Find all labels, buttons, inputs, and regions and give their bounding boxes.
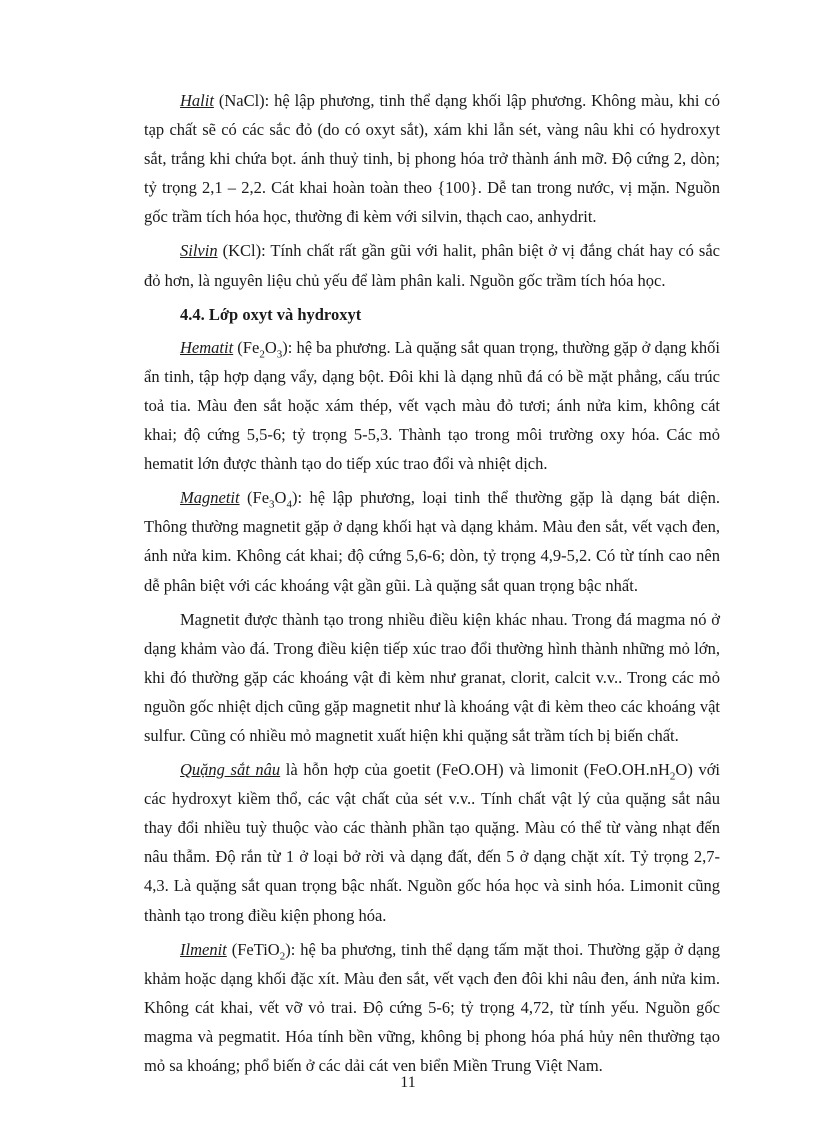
paragraph-ilmenit <box>144 935 720 1080</box>
formula-magnetit-mid: O <box>274 488 287 508</box>
page-number: 11 <box>400 1074 416 1091</box>
text-magnetit-origin: Magnetit được thành tạo trong nhiều điều kiện khác nhau. Trong đá magma nó ở dạng khảm vào đá. Trong điều kiện tiếp xúc trao đổi thường hình thành những mỏ lớn, khi đó thường gặp các khoáng vật đi kèm như granat, clorit, calcit v.v.. Trong các mỏ nguồn gốc nhiệt dịch cũng gặp magnetit như là khoáng vật đi kèm theo các khoáng vật sulfur. Cũng có nhiều mỏ magnetit xuất hiện khi quặng sắt trầm tích bị biến chất. <box>144 609 720 745</box>
formula-ilmenit-open: (FeTiO <box>226 939 280 959</box>
section-heading <box>144 300 720 329</box>
formula-ilmenit-sub1: 2 <box>279 949 286 962</box>
formula-hematit-close: ): <box>282 337 297 357</box>
text-quang-sat-nau-b: O) với các hydroxyt kiềm thổ, các vật chất của sét v.v.. Tính chất vật lý của quặng sắt nâu thay đổi nhiều tuỳ thuộc vào các thành phần tạo quặng. Màu có thể từ vàng nhạt đến nâu thẫm. Độ rắn từ 1 ở loại bở rời và dạng đất, đến 5 ở dạng chặt xít. Tỷ trọng 2,7-4,3. Là quặng sắt quan trọng bậc nhất. Nguồn gốc hóa học và sinh hóa. Limonit cũng thành tạo trong điều kiện phong hóa. <box>144 760 720 925</box>
formula-hematit-open: (Fe <box>233 337 260 357</box>
formula-hematit-sub1: 2 <box>259 348 265 361</box>
term-hematit: Hematit <box>180 337 234 357</box>
section-heading-text: 4.4. Lớp oxyt và hydroxyt <box>180 304 362 324</box>
paragraph-hematit <box>144 333 720 478</box>
formula-magnetit-open: (Fe <box>239 488 270 508</box>
formula-magnetit-sub2: 4 <box>286 498 292 511</box>
paragraph-quang-sat-nau <box>144 755 720 930</box>
text-silvin: Tính chất rất gần gũi với halit, phân biệt ở vị đắng chát hay có sắc đỏ hơn, là nguyên liệu chủ yếu để làm phân kali. Nguồn gốc trầm tích hóa học. <box>144 241 720 290</box>
formula-silvin: (KCl): <box>217 241 271 261</box>
paragraph-magnetit-origin <box>144 605 720 750</box>
document-page <box>144 86 720 1085</box>
formula-magnetit-sub1: 3 <box>269 498 275 511</box>
formula-hematit-sub2: 3 <box>276 348 283 361</box>
formula-halit: (NaCl): <box>213 91 275 110</box>
formula-quang-sat-nau-sub1: 2 <box>669 770 676 783</box>
text-quang-sat-nau-a: là hỗn hợp của goetit (FeO.OH) và limonit (FeO.OH.nH <box>280 760 670 780</box>
formula-magnetit-close: ): <box>291 488 310 508</box>
term-magnetit: Magnetit <box>180 488 240 508</box>
text-halit: hệ lập phương, tinh thể dạng khối lập phương. Không màu, khi có tạp chất sẽ có các sắc đỏ (do có oxyt sắt), xám khi lẫn sét, vàng nâu khi có hydroxyt sắt, trắng khi chứa bọt. ánh thuỷ tinh, bị phong hóa trở thành ánh mỡ. Độ cứng 2, dòn; tỷ trọng 2,1 – 2,2. Cát khai hoàn toàn theo {100}. Dễ tan trong nước, vị mặn. Nguồn gốc trầm tích hóa học, thường đi kèm với silvin, thạch cao, anhydrit. <box>144 91 720 227</box>
term-silvin: Silvin <box>180 241 218 261</box>
term-ilmenit: Ilmenit <box>180 939 227 959</box>
paragraph-magnetit <box>144 483 720 599</box>
paragraph-silvin <box>144 236 720 294</box>
text-hematit: hệ ba phương. Là quặng sắt quan trọng, thường gặp ở dạng khối ẩn tinh, tập hợp dạng vẩy, dạng bột. Đôi khi là dạng nhũ đá có bề mặt phẳng, cấu trúc toả tia. Màu đen sắt hoặc xám thép, vết vạch màu đỏ tươi; ánh nửa kim, không cát khai; độ cứng 5,5-6; tỷ trọng 5-5,3. Thành tạo trong môi trường oxy hóa. Các mỏ hematit lớn được thành tạo do tiếp xúc trao đổi và nhiệt dịch. <box>144 337 721 474</box>
formula-hematit-mid: O <box>264 337 277 357</box>
text-magnetit: hệ lập phương, loại tinh thể thường gặp là dạng bát diện. Thông thường magnetit gặp ở dạng khối hạt và dạng khảm. Màu đen sắt, vết vạch đen, ánh nửa kim. Không cát khai; độ cứng 5,6-6; dòn, tỷ trọng 4,9-5,2. Có từ tính cao nên dễ phân biệt với các khoáng vật gần gũi. Là quặng sắt quan trọng bậc nhất. <box>144 488 720 595</box>
text-ilmenit: hệ ba phương, tinh thể dạng tấm mặt thoi. Thường gặp ở dạng khảm hoặc dạng khối đặc xít. Màu đen sắt, vết vạch đen đôi khi nâu đen, ánh nửa kim. Không cát khai, vết vỡ vỏ trai. Độ cứng 5-6; tỷ trọng 4,72, từ tính yếu. Nguồn gốc magma và pegmatit. Hóa tính bền vững, không bị phong hóa phá hủy nên thường tạo mỏ sa khoáng; phổ biến ở các dải cát ven biển Miền Trung Việt Nam. <box>144 939 720 1075</box>
term-quang-sat-nau: Quặng sắt nâu <box>180 760 281 780</box>
formula-ilmenit-close: ): <box>285 939 301 959</box>
paragraph-halit <box>144 86 720 231</box>
term-halit: Halit <box>180 91 214 110</box>
